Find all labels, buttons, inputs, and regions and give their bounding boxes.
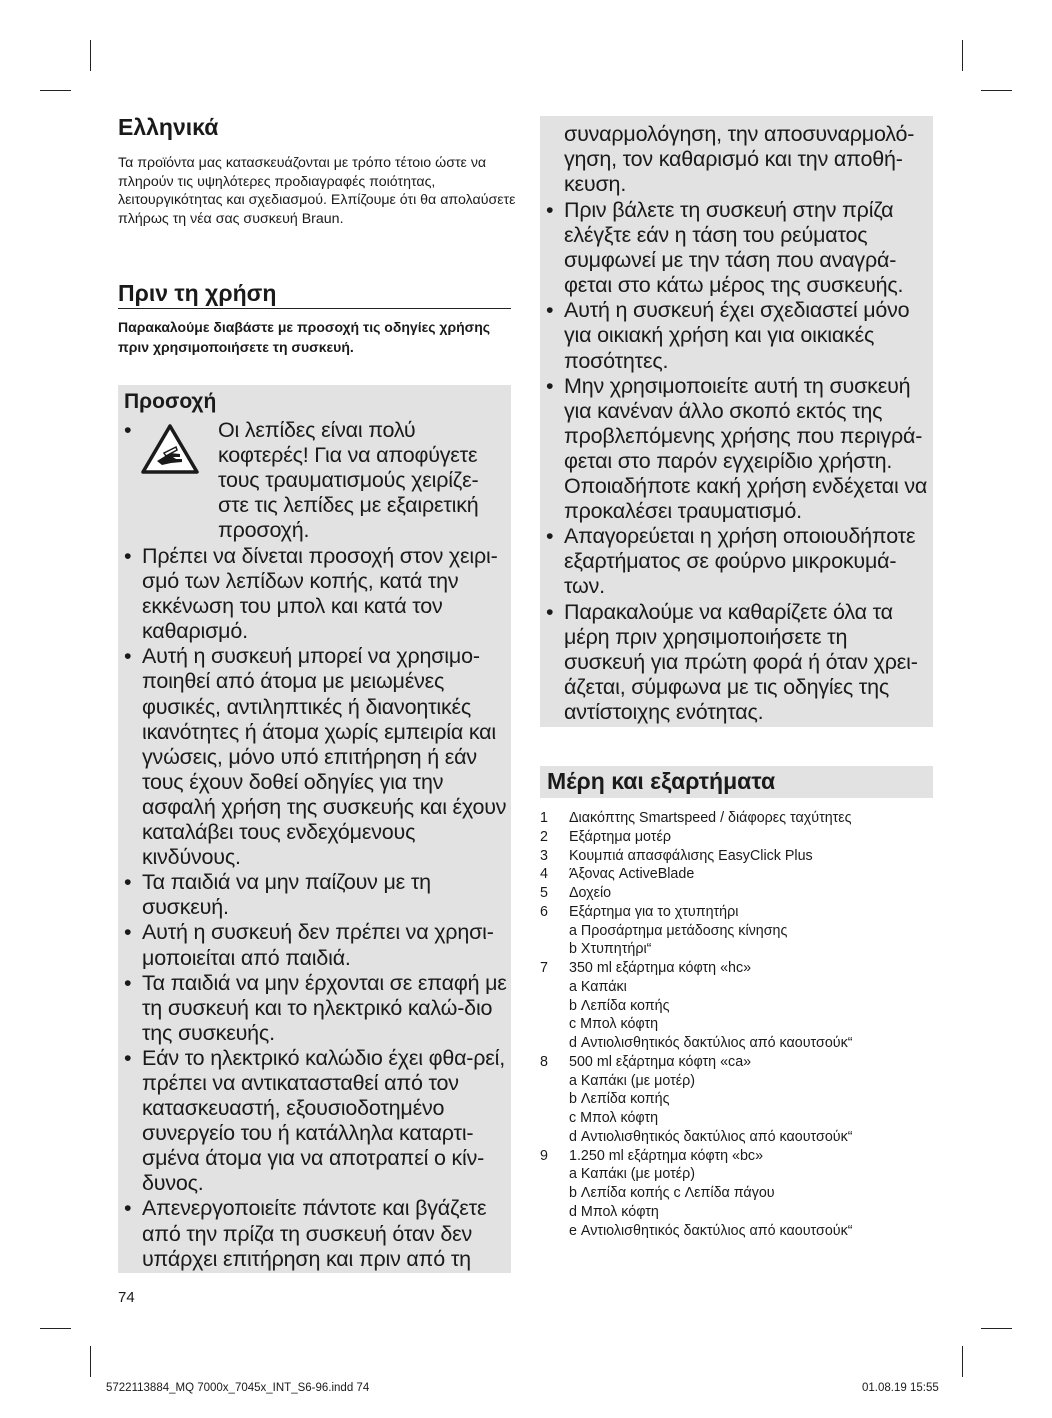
part-label: 1.250 ml εξάρτημα κόφτη «bc» <box>569 1147 764 1164</box>
heading-rule <box>118 308 511 309</box>
part-number: 3 <box>540 847 548 864</box>
list-item: • Τα παιδιά να μην παίζουν με τη συσκευή. <box>124 870 508 920</box>
part-number <box>540 978 569 997</box>
part-number <box>540 1034 569 1053</box>
part-label: 500 ml εξάρτημα κόφτη «ca» <box>569 1053 752 1070</box>
crop-mark <box>981 1328 1012 1329</box>
part-label: c Μπολ κόφτη <box>569 1110 659 1126</box>
intro-paragraph: Τα προϊόντα μας κατασκευάζονται με τρόπο τέτοιο ώστε να πληρούν τις υψηλότερες προδιαγραφές ποιότητας, λειτουργικότητας και σχεδιασμού. Ελπίζουμε ότι θα απολαύσετε πλήρως τη νέα σας συσκευή Braun. <box>118 155 516 227</box>
part-label: b Λεπίδα κοπής <box>569 997 670 1014</box>
parts-row <box>540 997 940 1016</box>
page-number: 74 <box>118 1289 135 1306</box>
parts-row <box>540 1147 940 1166</box>
parts-row <box>540 1090 940 1109</box>
part-number <box>540 1184 569 1203</box>
part-number <box>540 997 569 1016</box>
list-item: • Μην χρησιμοποιείτε αυτή τη συσκευή για κανέναν άλλο σκοπό εκτός της προβλεπόμενης χρήσης που περιγρά-φεται στο παρόν εγχειρίδιο χρήστη. Οποιαδήποτε κακή χρήση ενδέχεται να προκαλέσει τραυματισμό. <box>546 374 930 525</box>
list-item: • Πριν βάλετε τη συσκευή στην πρίζα ελέγξτε εάν η τάση του ρεύματος συμφωνεί με την τάση που αναγρά-φεται στο κάτω μέρος της συσκευής. <box>546 198 930 298</box>
parts-row <box>540 809 940 828</box>
bullet-dot: • <box>124 418 132 442</box>
list-item: • Αυτή η συσκευή δεν πρέπει να χρησι-μοποιείται από παιδιά. <box>124 920 508 970</box>
part-number: 8 <box>540 1053 548 1070</box>
part-label: c Μπολ κόφτη <box>569 1016 659 1033</box>
part-number <box>540 1128 569 1147</box>
parts-row <box>540 1184 940 1203</box>
caution-list-left <box>124 544 508 1272</box>
list-item: • Πρέπει να δίνεται προσοχή στον χειρι-σμό των λεπίδων κοπής, κατά την εκκένωση του μπολ και κατά τον καθαρισμό. <box>124 544 508 644</box>
part-label: Εξάρτημα για το χτυπητήρι <box>569 903 739 920</box>
list-item: • Εάν το ηλεκτρικό καλώδιο έχει φθα-ρεί, πρέπει να αντικατασταθεί από τον κατασκευαστή, εξουσιοδοτημένο συνεργείο του ή κατάλληλα καταρτι-σμένα άτομα για να αποτραπεί ο κίν-δυνος. <box>124 1046 508 1197</box>
part-number: 9 <box>540 1147 548 1164</box>
part-number: 5 <box>540 885 548 901</box>
part-label: a Καπάκι (με μοτέρ) <box>569 1072 696 1089</box>
footer-datetime: 01.08.19 15:55 <box>862 1382 939 1394</box>
caution-first-bullet: Οι λεπίδες είναι πολύ κοφτερές! Για να αποφύγετε τους τραυματισμούς χειρίζε-στε τις λεπίδες με εξαιρετική προσοχή. <box>218 418 479 543</box>
list-item: • Αυτή η συσκευή μπορεί να χρησιμο-ποιηθεί από άτομα με μειωμένες φυσικές, αντιληπτικές ή διανοητικές ικανότητες ή άτομα χωρίς εμπειρία και γνώσεις, μόνο υπό επιτήρηση ή εάν τους έχουν δοθεί οδηγίες για την ασφαλή χρήση της συσκευής και έχουν καταλάβει τους ενδεχόμενους κινδύνους. <box>124 644 508 870</box>
part-number <box>540 922 569 941</box>
parts-row <box>540 1034 940 1053</box>
part-label: d Αντιολισθητικός δακτύλιος από καουτσούκ“ <box>569 1128 853 1145</box>
part-number: 7 <box>540 960 548 976</box>
parts-row <box>540 903 940 922</box>
part-number: 4 <box>540 866 548 883</box>
crop-mark <box>40 1328 71 1329</box>
part-label: Δοχείο <box>569 885 612 901</box>
part-number: 1 <box>540 810 548 826</box>
parts-row <box>540 1165 940 1184</box>
parts-row <box>540 884 940 903</box>
before-use-heading: Πριν τη χρήση <box>118 280 277 306</box>
caution-continuation: συναρμολόγηση, την αποσυναρμολό-γηση, τον καθαρισμό και την αποθή-κευση. <box>564 122 915 197</box>
list-item: • Απενεργοποιείτε πάντοτε και βγάζετε από την πρίζα τη συσκευή όταν δεν υπάρχει επιτήρηση και πριν από τη <box>124 1196 508 1271</box>
footer-filename: 5722113884_MQ 7000x_7045x_INT_S6-96.indd 74 <box>106 1382 370 1394</box>
parts-row <box>540 1053 940 1072</box>
parts-list <box>540 809 940 1240</box>
caution-list-right <box>546 198 930 725</box>
part-number <box>540 1072 569 1091</box>
crop-mark <box>962 1346 963 1377</box>
part-label: Άξονας ActiveBlade <box>569 866 695 883</box>
part-label: Διακόπτης Smartspeed / διάφορες ταχύτητες <box>569 810 852 826</box>
parts-row <box>540 847 940 866</box>
parts-row <box>540 1203 940 1222</box>
part-number: 6 <box>540 903 548 920</box>
part-label: a Προσάρτημα μετάδοσης κίνησης <box>569 922 788 939</box>
crop-mark <box>90 40 91 71</box>
part-label: b Λεπίδα κοπής c Λεπίδα πάγου <box>569 1185 775 1201</box>
parts-row <box>540 978 940 997</box>
caution-title: Προσοχή <box>124 390 217 413</box>
parts-row <box>540 828 940 847</box>
part-number <box>540 1015 569 1034</box>
part-label: a Καπάκι (με μοτέρ) <box>569 1166 696 1183</box>
part-number: 2 <box>540 828 548 845</box>
part-label: e Αντιολισθητικός δακτύλιος από καουτσούκ“ <box>569 1222 853 1239</box>
part-label: Κουμπιά απασφάλισης EasyClick Plus <box>569 847 813 864</box>
part-number <box>540 1203 569 1222</box>
crop-mark <box>981 90 1012 91</box>
part-number <box>540 1109 569 1128</box>
parts-row <box>540 1015 940 1034</box>
crop-mark <box>962 40 963 71</box>
list-item: • Απαγορεύεται η χρήση οποιουδήποτε εξαρτήματος σε φούρνο μικροκυμά-των. <box>546 524 930 599</box>
parts-row <box>540 1072 940 1091</box>
parts-row <box>540 922 940 941</box>
part-number <box>540 1090 569 1109</box>
list-item: • Τα παιδιά να μην έρχονται σε επαφή με τη συσκευή και το ηλεκτρικό καλώ-διο της συσκευής. <box>124 971 508 1046</box>
part-label: Εξάρτημα μοτέρ <box>569 828 671 845</box>
parts-row <box>540 1128 940 1147</box>
crop-mark <box>40 90 71 91</box>
part-label: d Αντιολισθητικός δακτύλιος από καουτσούκ“ <box>569 1035 853 1051</box>
parts-row <box>540 959 940 978</box>
part-number <box>540 1222 569 1241</box>
part-label: b Χτυπητήρι“ <box>569 941 652 958</box>
part-label: b Λεπίδα κοπής <box>569 1091 670 1108</box>
read-instructions-note: Παρακαλούμε διαβάστε με προσοχή τις οδηγίες χρήσης πριν χρησιμοποιήσετε τη συσκευή. <box>118 319 491 355</box>
list-item: • Παρακαλούμε να καθαρίζετε όλα τα μέρη πριν χρησιμοποιήσετε τη συσκευή για πρώτη φορά ή όταν χρει-άζεται, σύμφωνα με τις οδηγίες της αντίστοιχης ενότητας. <box>546 600 930 725</box>
parts-row <box>540 1109 940 1128</box>
hand-blade-warning-icon <box>140 423 200 475</box>
part-label: a Καπάκι <box>569 978 627 995</box>
parts-row <box>540 865 940 884</box>
parts-heading: Μέρη και εξαρτήματα <box>547 768 776 794</box>
part-number <box>540 1165 569 1184</box>
language-heading: Ελληνικά <box>118 114 219 140</box>
part-number <box>540 940 569 959</box>
part-label: d Μπολ κόφτη <box>569 1203 659 1220</box>
parts-row <box>540 1222 940 1241</box>
crop-mark <box>90 1346 91 1377</box>
parts-row <box>540 940 940 959</box>
part-label: 350 ml εξάρτημα κόφτη «hc» <box>569 960 752 976</box>
list-item: • Αυτή η συσκευή έχει σχεδιαστεί μόνο για οικιακή χρήση και για οικιακές ποσότητες. <box>546 298 930 373</box>
